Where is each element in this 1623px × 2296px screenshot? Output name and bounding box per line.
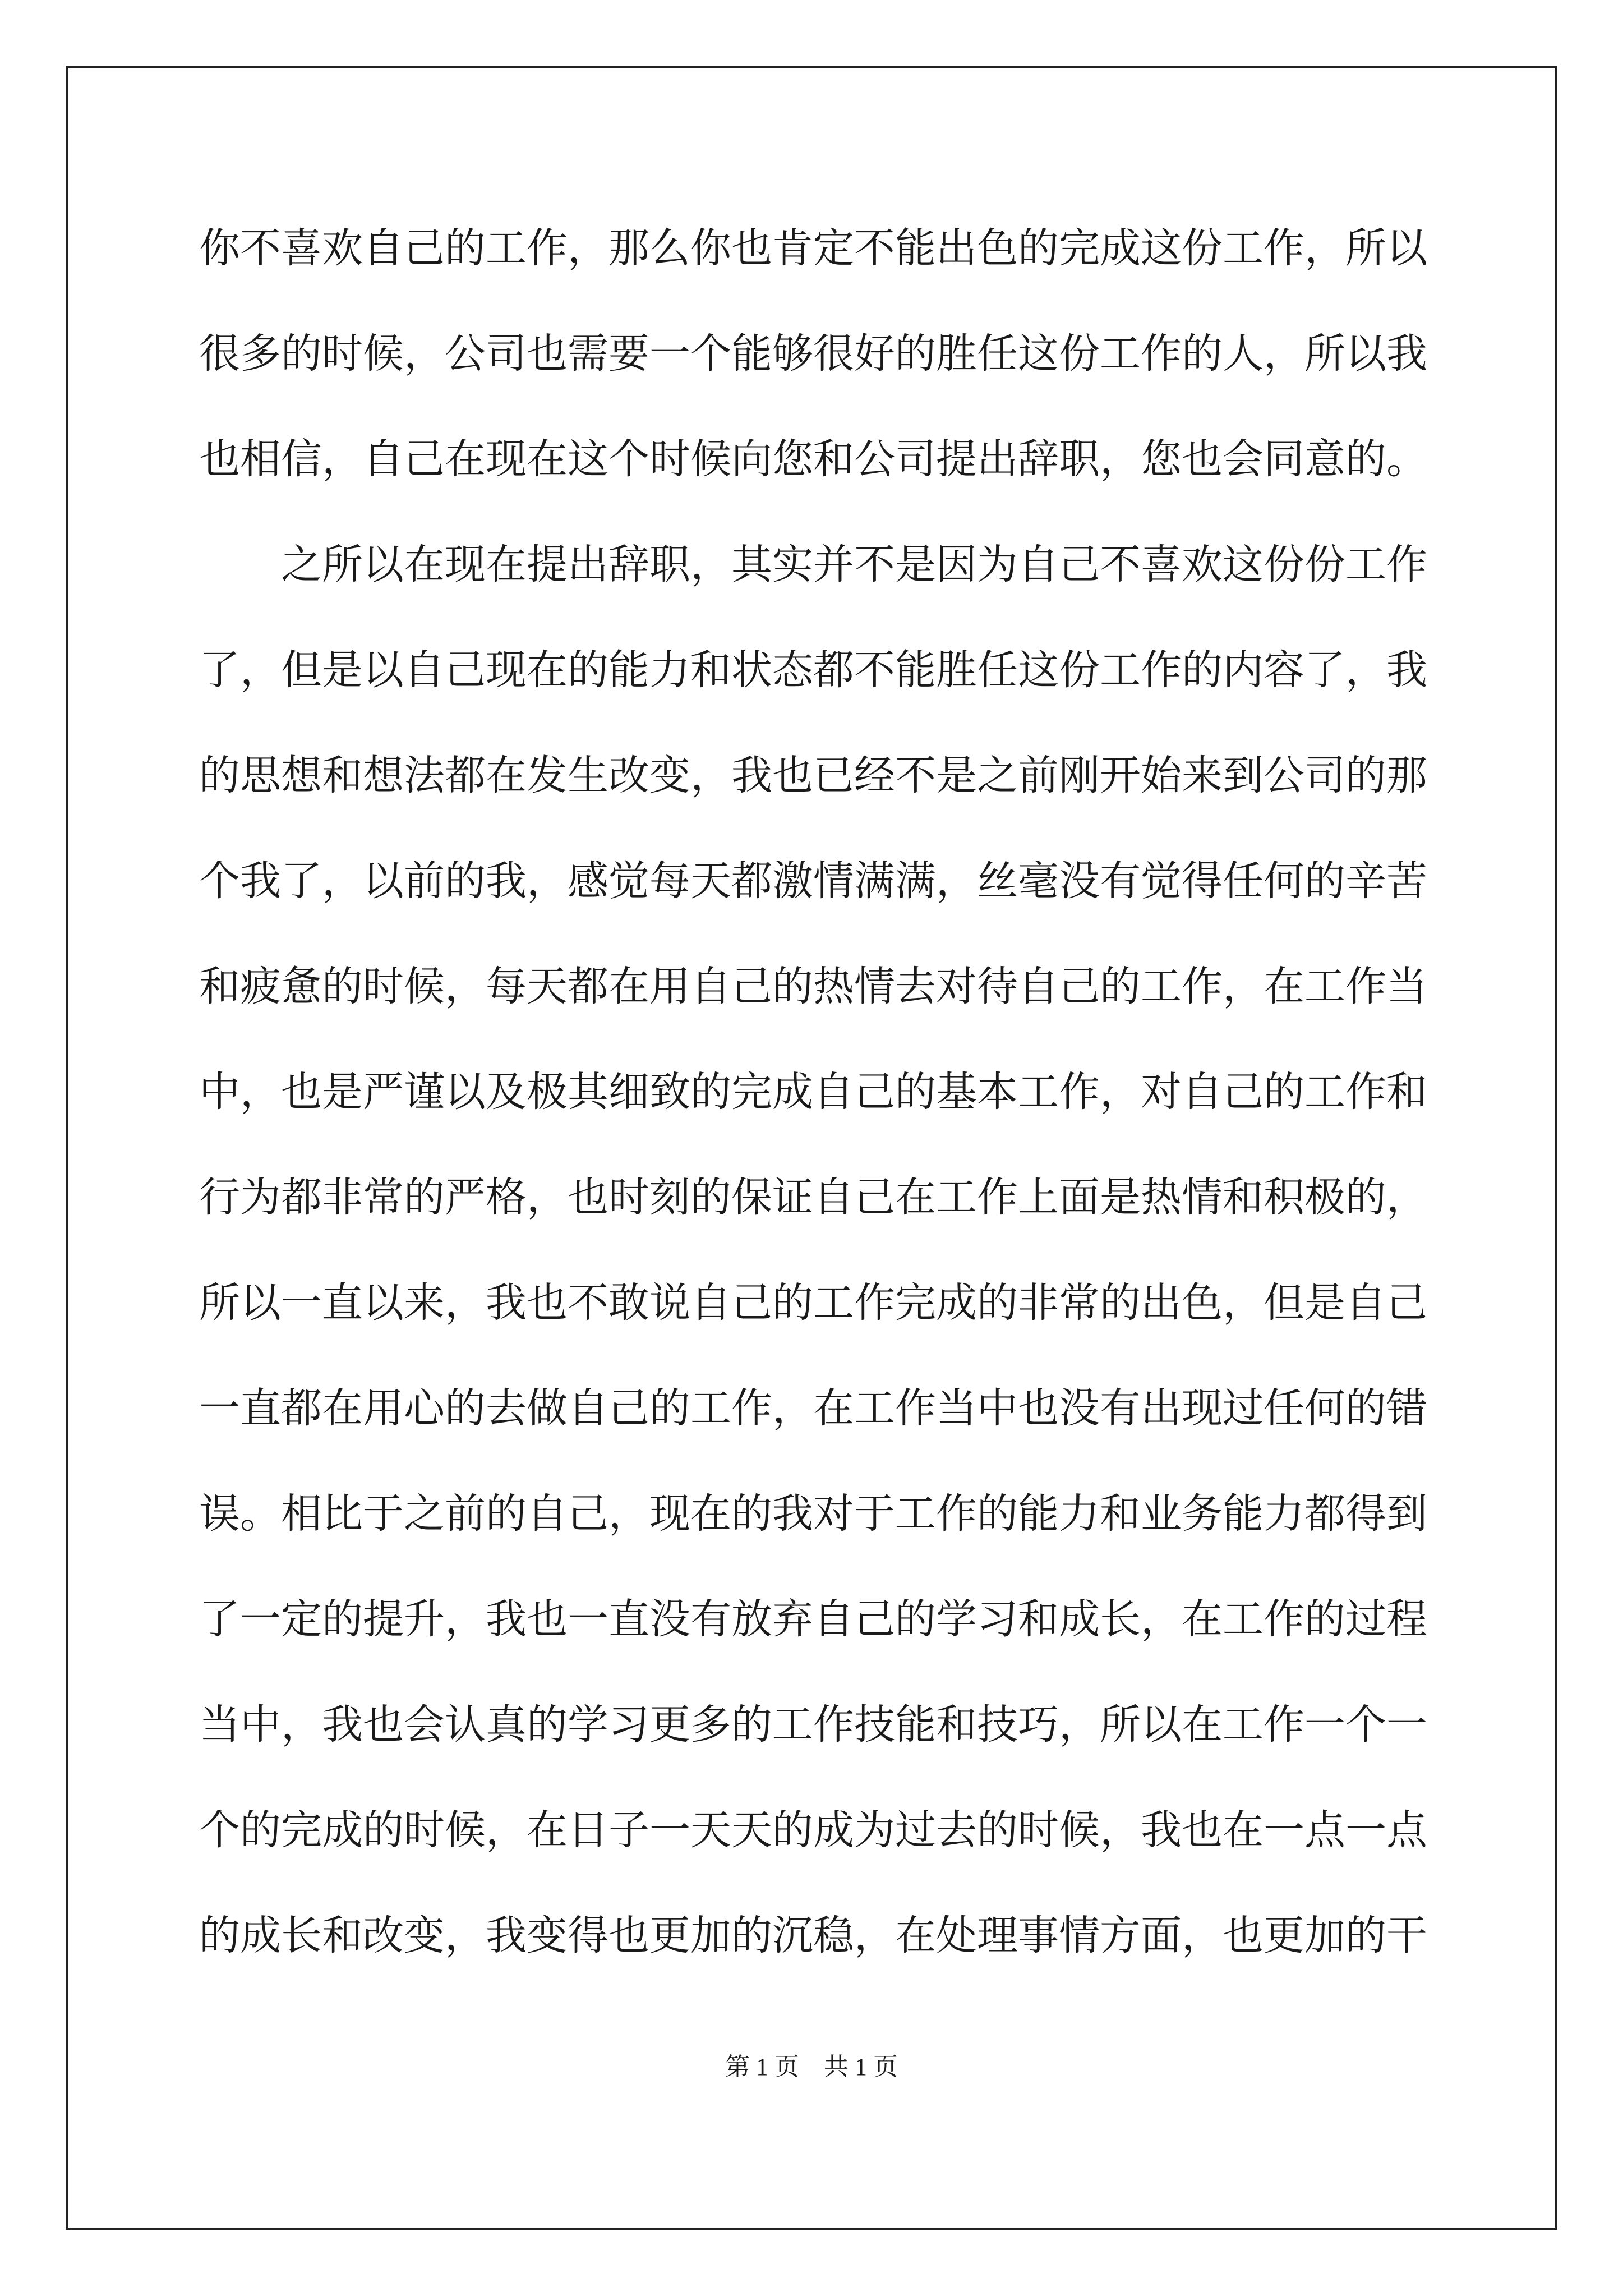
text-line: 你不喜欢自己的工作，那么你也肯定不能出色的完成这份工作，所以 [199,224,1427,272]
text-line: 的思想和想法都在发生改变，我也已经不是之前刚开始来到公司的那 [199,752,1427,799]
text-line: 了，但是以自己现在的能力和状态都不能胜任这份工作的内容了，我 [199,646,1427,694]
text-line: 一直都在用心的去做自己的工作，在工作当中也没有出现过任何的错 [199,1384,1427,1432]
text-line: 中，也是严谨以及极其细致的完成自己的基本工作，对自己的工作和 [199,1068,1427,1116]
text-line: 行为都非常的严格，也时刻的保证自己在工作上面是热情和积极的， [199,1174,1427,1221]
text-line: 个的完成的时候，在日子一天天的成为过去的时候，我也在一点一点 [199,1806,1427,1854]
text-line: 了一定的提升，我也一直没有放弃自己的学习和成长，在工作的过程 [199,1595,1427,1643]
text-line: 所以一直以来，我也不敢说自己的工作完成的非常的出色，但是自己 [199,1279,1427,1327]
text-line: 和疲惫的时候，每天都在用自己的热情去对待自己的工作，在工作当 [199,963,1427,1010]
document-body [199,206,1427,1999]
text-line: 很多的时候，公司也需要一个能够很好的胜任这份工作的人，所以我 [199,330,1427,378]
text-line: 当中，我也会认真的学习更多的工作技能和技巧，所以在工作一个一 [199,1701,1427,1749]
text-line: 也相信，自己在现在这个时候向您和公司提出辞职，您也会同意的。 [199,435,1427,483]
text-line: 误。相比于之前的自己，现在的我对于工作的能力和业务能力都得到 [199,1490,1427,1538]
text-line: 的成长和改变，我变得也更加的沉稳，在处理事情方面，也更加的干 [199,1912,1427,1959]
page-number-footer: 第 1 页 共 1 页 [725,2053,898,2081]
text-line: 个我了，以前的我，感觉每天都激情满满，丝毫没有觉得任何的辛苦 [199,857,1427,905]
text-line: 之所以在现在提出辞职，其实并不是因为自己不喜欢这份份工作 [281,541,1427,588]
